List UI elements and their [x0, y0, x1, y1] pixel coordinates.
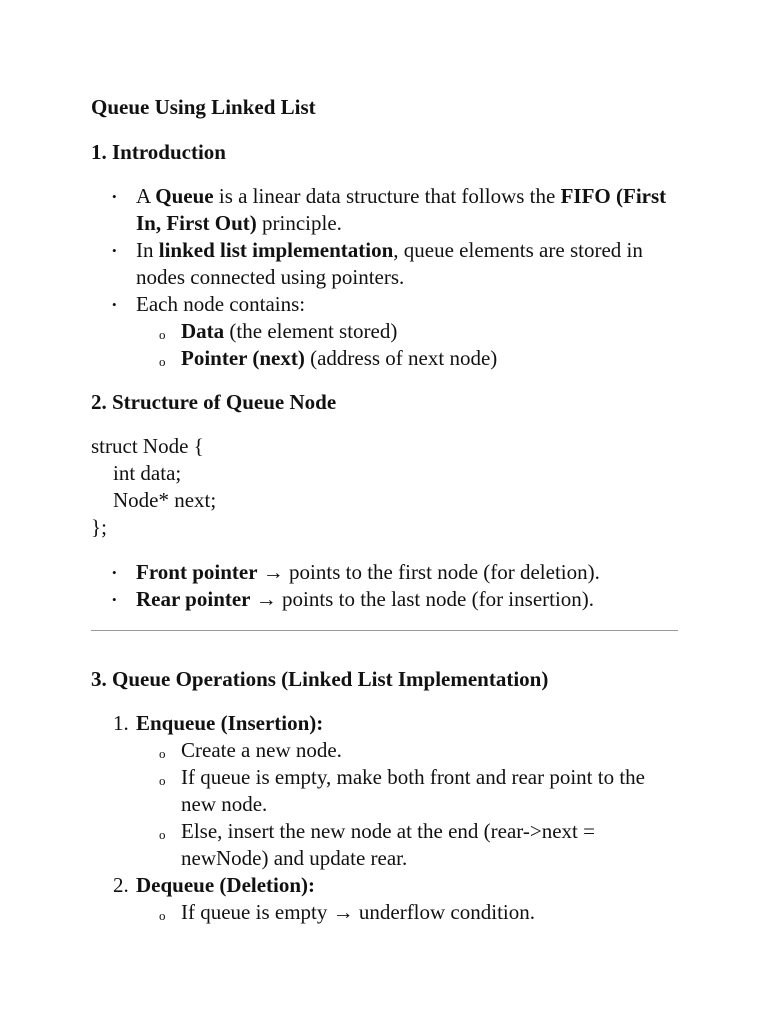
introduction-list — [91, 183, 681, 372]
text: (the element stored) — [224, 319, 398, 343]
enqueue-steps — [136, 737, 681, 872]
text: → points to the last node (for insertion). — [250, 587, 595, 611]
code-line: }; — [91, 515, 107, 539]
list-item — [91, 559, 681, 586]
document-title: Queue Using Linked List — [91, 95, 316, 119]
bold-text: Pointer (next) — [181, 346, 305, 370]
text: A — [136, 184, 156, 208]
list-item — [91, 291, 681, 372]
section-heading-operations: 3. Queue Operations (Linked List Implementation) — [91, 667, 549, 691]
list-item — [91, 586, 681, 613]
code-line: Node* next; — [113, 488, 217, 512]
section-heading-structure: 2. Structure of Queue Node — [91, 390, 337, 414]
text: principle. — [256, 211, 342, 235]
horizontal-rule — [91, 630, 678, 631]
text: In — [136, 238, 159, 262]
code-block — [91, 433, 216, 541]
dequeue-steps — [136, 899, 681, 926]
item-number: 2. — [113, 873, 129, 897]
node-contents-list — [136, 318, 681, 372]
step-item: o If queue is empty → underflow condition. — [136, 899, 681, 926]
code-line: struct Node { — [91, 434, 204, 458]
step-item: o Create a new node. — [136, 737, 681, 764]
bold-text: Queue — [155, 184, 214, 208]
step-item: o Else, insert the new node at the end (rear->next = newNode) and update rear. — [136, 818, 681, 872]
text: (address of next node) — [304, 346, 498, 370]
text: is a linear data structure that follows the — [213, 184, 561, 208]
text: → points to the first node (for deletion). — [257, 560, 600, 584]
bold-text: linked list implementation — [158, 238, 394, 262]
sub-list-item — [136, 318, 681, 345]
list-item — [91, 237, 681, 291]
operations-list — [91, 710, 681, 926]
text: , queue elements are stored in nodes connected using pointers. — [136, 238, 643, 289]
bold-text: Front pointer — [136, 560, 258, 584]
bold-text: Rear pointer — [136, 587, 251, 611]
section-heading-introduction: 1. Introduction — [91, 140, 226, 164]
list-item — [91, 183, 681, 237]
operation-title: Dequeue (Deletion): — [136, 873, 316, 897]
step-item: o If queue is empty, make both front and rear point to the new node. — [136, 764, 681, 818]
item-number: 1. — [113, 711, 129, 735]
bold-text: Data — [181, 319, 225, 343]
operation-item-dequeue — [91, 872, 681, 926]
operation-title: Enqueue (Insertion): — [136, 711, 324, 735]
operation-item-enqueue — [91, 710, 681, 872]
pointer-list — [91, 559, 681, 613]
code-line: int data; — [113, 461, 182, 485]
sub-list-item — [136, 345, 681, 372]
bold-text: FIFO (First In, First Out) — [136, 184, 667, 235]
text: Each node contains: — [136, 292, 306, 316]
